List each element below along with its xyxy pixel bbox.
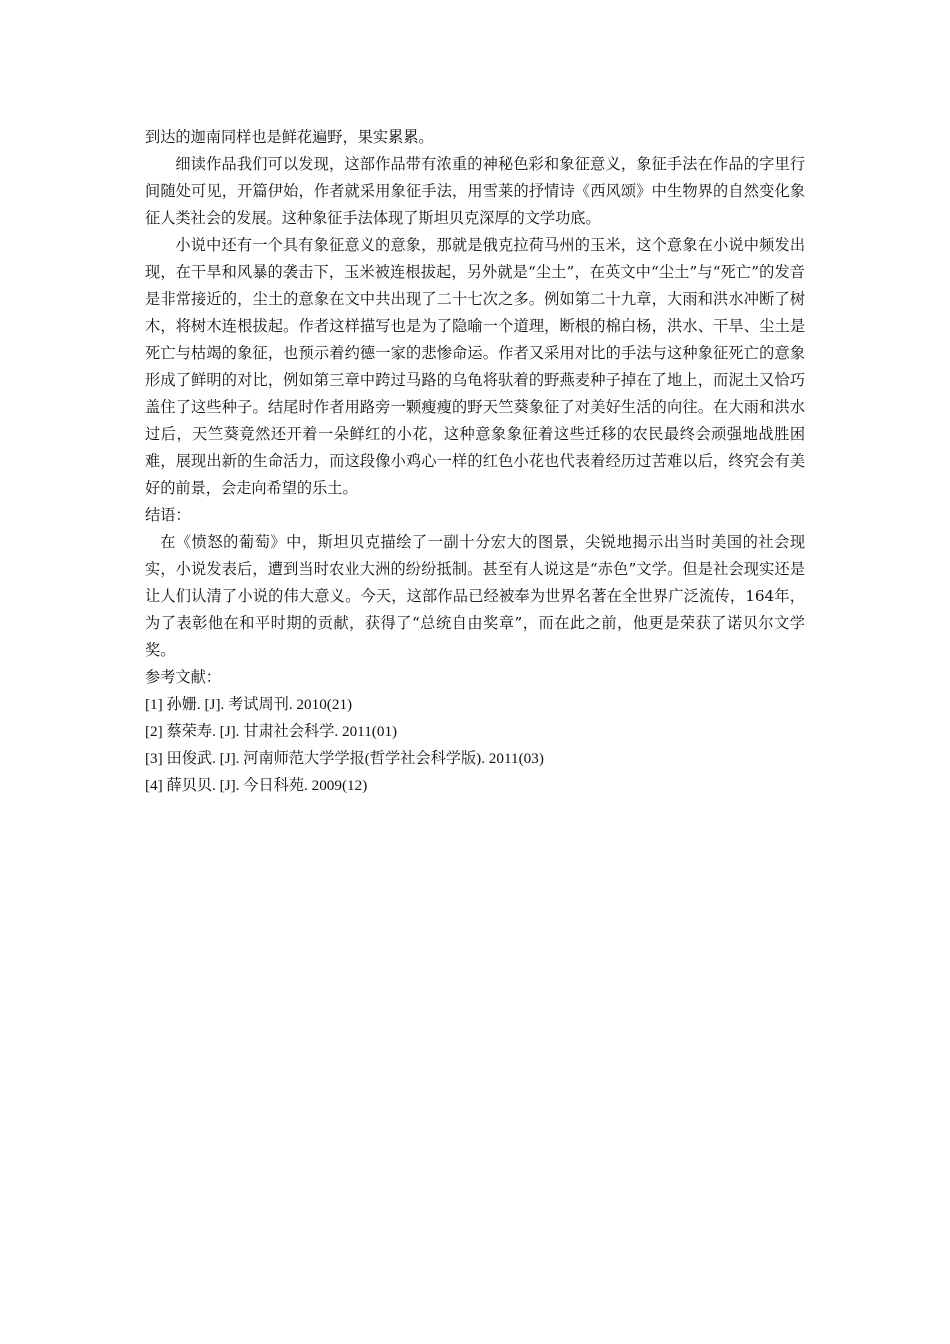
body-paragraph-imagery: 小说中还有一个具有象征意义的意象，那就是俄克拉荷马州的玉米，这个意象在小说中频发出现，在干旱和风暴的袭击下，玉米被连根拔起，另外就是“尘土”，在英文中“尘土”与“死亡”的发音是非常接近的，尘土的意象在文中共出现了二十七次之多。例如第二十九章，大雨和洪水冲断了树木，将树木连根拔起。作者这样描写也是为了隐喻一个道理，断根的棉白杨，洪水、干旱、尘土是死亡与枯竭的象征，也预示着约德一家的悲惨命运。作者又采用对比的手法与这种象征死亡的意象形成了鲜明的对比，例如第三章中跨过马路的乌龟将驮着的野燕麦种子掉在了地上，而泥土又恰巧盖住了这些种子。结尾时作者用路旁一颗瘦瘦的野天竺葵象征了对美好生活的向往。在大雨和洪水过后，天竺葵竟然还开着一朵鲜红的小花，这种意象象征着这些迁移的农民最终会顽强地战胜困难，展现出新的生命活力，而这段像小鸡心一样的红色小花也代表着经历过苦难以后，终究会有美好的前景，会走向希望的乐土。 — [145, 236, 805, 497]
conclusion-heading: 结语： — [145, 506, 191, 524]
body-paragraph-symbolism: 细读作品我们可以发现，这部作品带有浓重的神秘色彩和象征意义，象征手法在作品的字里行间随处可见，开篇伊始，作者就采用象征手法，用雪莱的抒情诗《西风颂》中生物界的自然变化象征人类社会的发展。这种象征手法体现了斯坦贝克深厚的文学功底。 — [145, 155, 805, 227]
conclusion-paragraph: 在《愤怒的葡萄》中，斯坦贝克描绘了一副十分宏大的图景，尖锐地揭示出当时美国的社会现实，小说发表后，遭到当时农业大洲的纷纷抵制。甚至有人说这是“赤色”文学。但是社会现实还是让人们认清了小说的伟大意义。今天，这部作品已经被奉为世界名著在全世界广泛流传，164年，为了表彰他在和平时期的贡献，获得了“总统自由奖章”，而在此之前，他更是荣获了诺贝尔文学奖。 — [145, 533, 805, 659]
document-page — [145, 124, 805, 799]
reference-item: [4] 薛贝贝. [J]. 今日科苑. 2009(12) — [145, 777, 368, 794]
references-heading: 参考文献： — [145, 668, 221, 686]
reference-item: [2] 蔡荣寿. [J]. 甘肃社会科学. 2011(01) — [145, 723, 398, 740]
reference-item: [1] 孙姗. [J]. 考试周刊. 2010(21) — [145, 696, 353, 713]
references-list — [145, 691, 805, 799]
body-paragraph-continuation: 到达的迦南同样也是鲜花遍野，果实累累。 — [145, 128, 434, 146]
reference-item: [3] 田俊武. [J]. 河南师范大学学报(哲学社会科学版). 2011(03) — [145, 750, 544, 767]
